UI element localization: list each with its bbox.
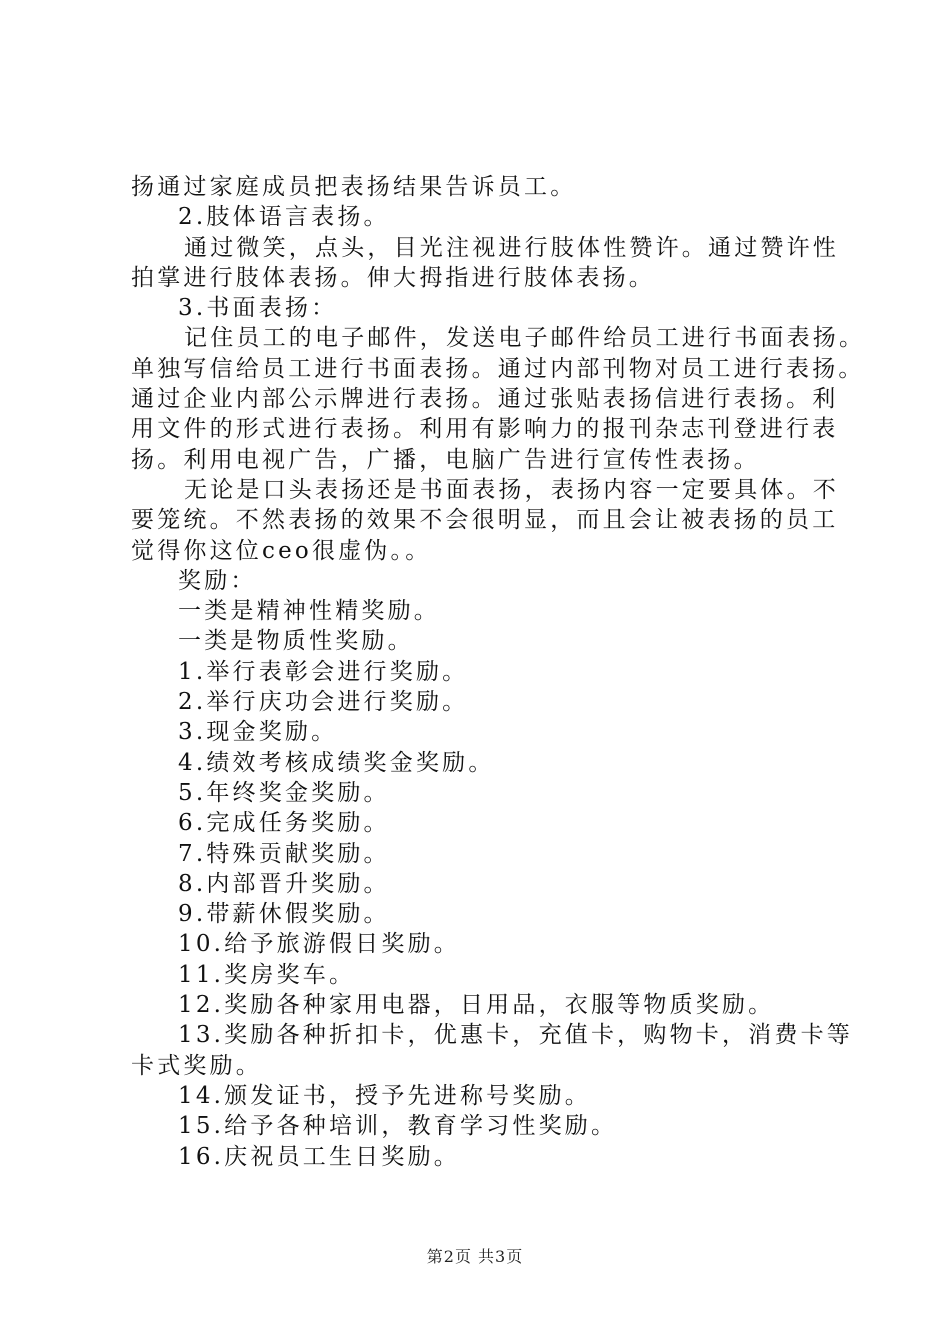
page-footer (0, 1244, 950, 1267)
list-item: 6.完成任务奖励。 (178, 810, 390, 837)
paragraph-line: 拍掌进行肢体表扬。伸大拇指进行肢体表扬。 (131, 264, 655, 291)
paragraph-line: 记住员工的电子邮件，发送电子邮件给员工进行书面表扬。 (184, 325, 866, 352)
list-item: 8.内部晋升奖励。 (178, 870, 390, 897)
paragraph-line: 要笼统。不然表扬的效果不会很明显，而且会让被表扬的员工 (131, 507, 839, 534)
section-heading: 3.书面表扬： (178, 295, 338, 322)
list-item: 15.给予各种培训，教育学习性奖励。 (178, 1113, 618, 1140)
page-indicator: 第2页 共3页 (426, 1247, 524, 1266)
list-item: 5.年终奖金奖励。 (178, 779, 390, 806)
paragraph-line: 用文件的形式进行表扬。利用有影响力的报刊杂志刊登进行表 (131, 416, 839, 443)
list-item: 10.给予旅游假日奖励。 (178, 931, 460, 958)
list-item: 一类是物质性奖励。 (178, 628, 414, 655)
list-item: 14.颁发证书，授予先进称号奖励。 (178, 1082, 591, 1109)
paragraph-line: 单独写信给员工进行书面表扬。通过内部刊物对员工进行表扬。 (131, 355, 865, 382)
document-body (131, 172, 866, 1172)
section-heading: 2.肢体语言表扬。 (178, 204, 390, 231)
list-item: 3.现金奖励。 (178, 719, 338, 746)
list-item: 16.庆祝员工生日奖励。 (178, 1143, 460, 1170)
list-item: 1.举行表彰会进行奖励。 (178, 658, 469, 685)
list-item: 12.奖励各种家用电器，日用品，衣服等物质奖励。 (178, 992, 775, 1019)
list-item: 7.特殊贡献奖励。 (178, 840, 390, 867)
list-item: 11.奖房奖车。 (178, 961, 356, 988)
section-heading: 奖励： (178, 567, 257, 594)
paragraph-line: 觉得你这位ceo很虚伪。。 (131, 537, 432, 564)
paragraph-line: 扬通过家庭成员把表扬结果告诉员工。 (131, 174, 577, 200)
list-item: 一类是精神性精奖励。 (178, 598, 440, 625)
paragraph-line: 无论是口头表扬还是书面表扬，表扬内容一定要具体。不 (184, 476, 839, 503)
list-item-continuation: 卡式奖励。 (131, 1052, 262, 1079)
list-item: 9.带薪休假奖励。 (178, 901, 390, 928)
paragraph-line: 通过微笑，点头，目光注视进行肢体性赞许。通过赞许性 (184, 234, 839, 261)
paragraph-line: 通过企业内部公示牌进行表扬。通过张贴表扬信进行表扬。利 (131, 386, 839, 413)
list-item: 2.举行庆功会进行奖励。 (178, 689, 469, 716)
paragraph-line: 扬。利用电视广告，广播，电脑广告进行宣传性表扬。 (131, 446, 760, 473)
list-item: 4.绩效考核成绩奖金奖励。 (178, 749, 495, 776)
list-item: 13.奖励各种折扣卡，优惠卡，充值卡，购物卡，消费卡等 (178, 1022, 853, 1049)
